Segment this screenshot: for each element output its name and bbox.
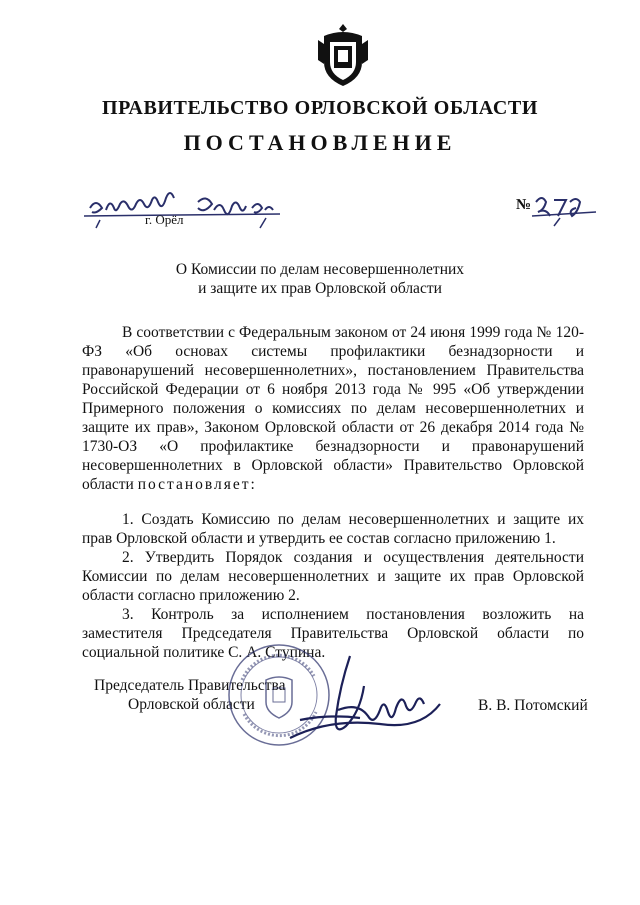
subject-line-2: и защите их прав Орловской области — [198, 280, 442, 297]
handwritten-signature — [280, 650, 450, 750]
preamble-paragraph — [82, 323, 584, 494]
city: г. Орёл — [145, 212, 184, 227]
coat-of-arms-icon — [316, 22, 370, 88]
government-title: ПРАВИТЕЛЬСТВО ОРЛОВСКОЙ ОБЛАСТИ — [102, 97, 538, 119]
decree-item-2: 2. Утвердить Порядок создания и осуществления деятельности Комиссии по делам несовершеннолетних и защите их прав Орловской области согласно приложению 2. — [82, 549, 584, 604]
decree-subject — [0, 260, 640, 298]
handwritten-date — [80, 190, 290, 230]
decree-keyword: постановляет: — [137, 476, 257, 493]
number-label: № — [516, 197, 532, 213]
decree-title: ПОСТАНОВЛЕНИЕ — [183, 130, 457, 155]
decree-item-1: 1. Создать Комиссию по делам несовершеннолетних и защите их прав Орловской области и утвердить ее состав согласно приложению 1. — [82, 511, 584, 547]
signatory-name: В. В. Потомский — [478, 697, 588, 714]
position-line-1: Председатель Правительства — [94, 677, 286, 694]
subject-line-1: О Комиссии по делам несовершеннолетних — [175, 261, 465, 278]
position-line-2: Орловской области — [128, 696, 255, 713]
decree-body — [82, 323, 584, 662]
decree-item-3: 3. Контроль за исполнением постановления возложить на заместителя Председателя Правительства Орловской области по социальной политике С. А. Ступина. — [82, 606, 584, 661]
preamble-text: В соответствии с Федеральным законом от 24 июня 1999 года № 120-ФЗ «Об основах системы профилактики безнадзорности и правонарушений несовершеннолетних», постановлением Правительства Российской Федерации от 6 ноября 2013 года № 995 «Об утверждении Примерного положения о комиссиях по делам несовершеннолетних и защите их прав», Законом Орловской области от 26 декабря 2014 года № 1730-ОЗ «О профилактике безнадзорности и правонарушений несовершеннолетних в Орловской области» Правительство Орловской области — [82, 324, 584, 493]
handwritten-number — [530, 188, 600, 228]
